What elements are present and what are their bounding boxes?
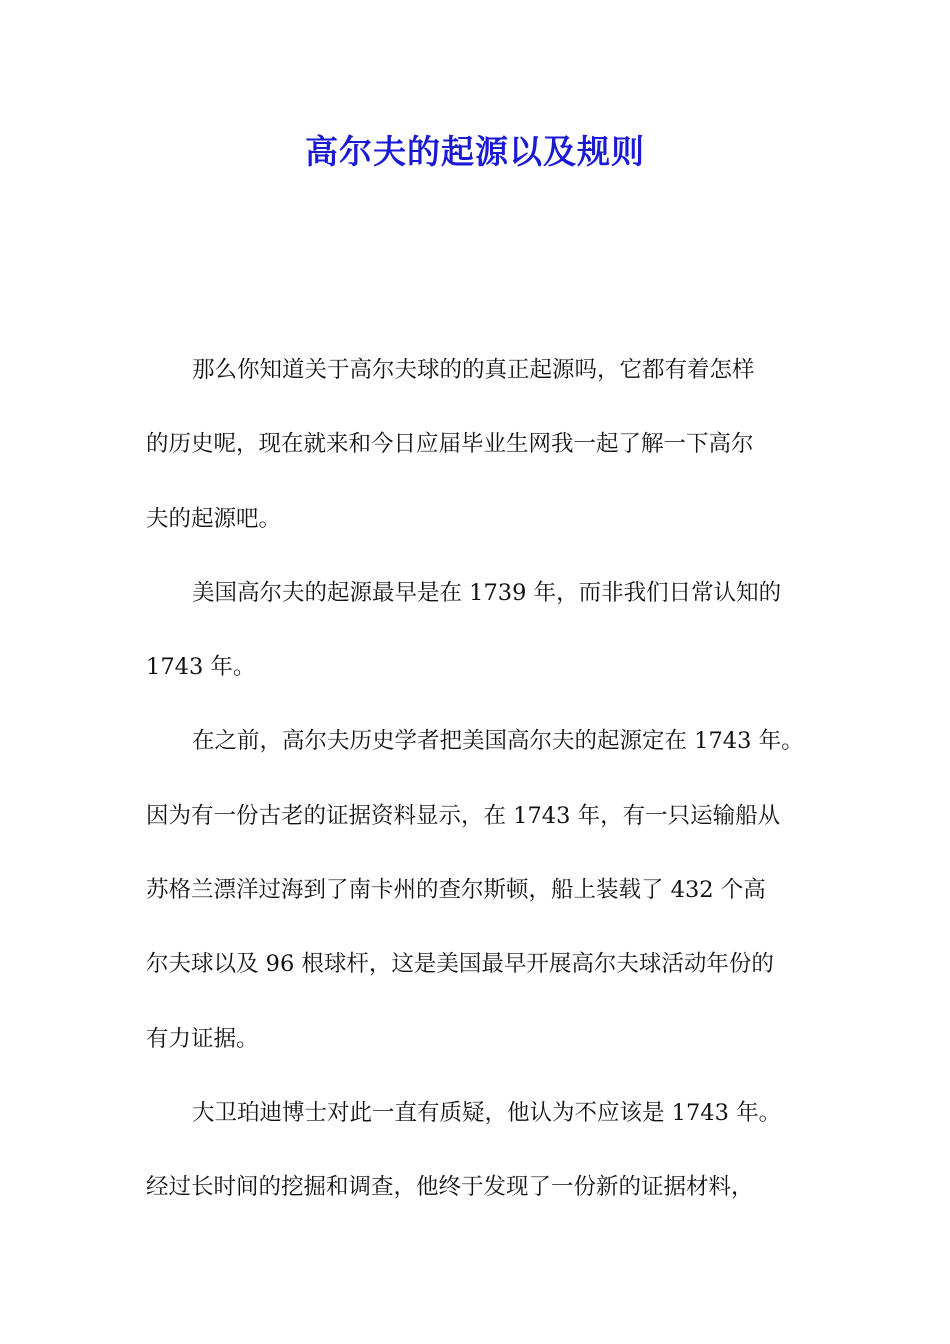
body-line: 经过长时间的挖掘和调查，他终于发现了一份新的证据材料， <box>146 1174 754 1201</box>
body-line: 那么你知道关于高尔夫球的的真正起源吗，它都有着怎样 <box>192 357 755 383</box>
document-body <box>146 333 816 1225</box>
body-line: 尔夫球以及 96 根球杆，这是美国最早开展高尔夫球活动年份的 <box>146 951 774 978</box>
body-line: 1743 年。 <box>146 654 256 681</box>
body-line: 在之前，高尔夫历史学者把美国高尔夫的起源定在 1743 年。 <box>192 728 804 755</box>
body-line: 苏格兰漂洋过海到了南卡州的查尔斯顿，船上装载了 432 个高 <box>146 877 766 904</box>
body-line: 大卫珀迪博士对此一直有质疑，他认为不应该是 1743 年。 <box>192 1099 782 1126</box>
body-line: 的历史呢，现在就来和今日应届毕业生网我一起了解一下高尔 <box>146 431 754 458</box>
body-line: 美国高尔夫的起源最早是在 1739 年，而非我们日常认知的 <box>192 579 782 606</box>
body-line: 有力证据。 <box>146 1025 259 1052</box>
document-title: 高尔夫的起源以及规则 <box>305 132 645 171</box>
body-line: 因为有一份古老的证据资料显示，在 1743 年，有一只运输船从 <box>146 802 781 829</box>
body-line: 夫的起源吧。 <box>146 505 282 532</box>
